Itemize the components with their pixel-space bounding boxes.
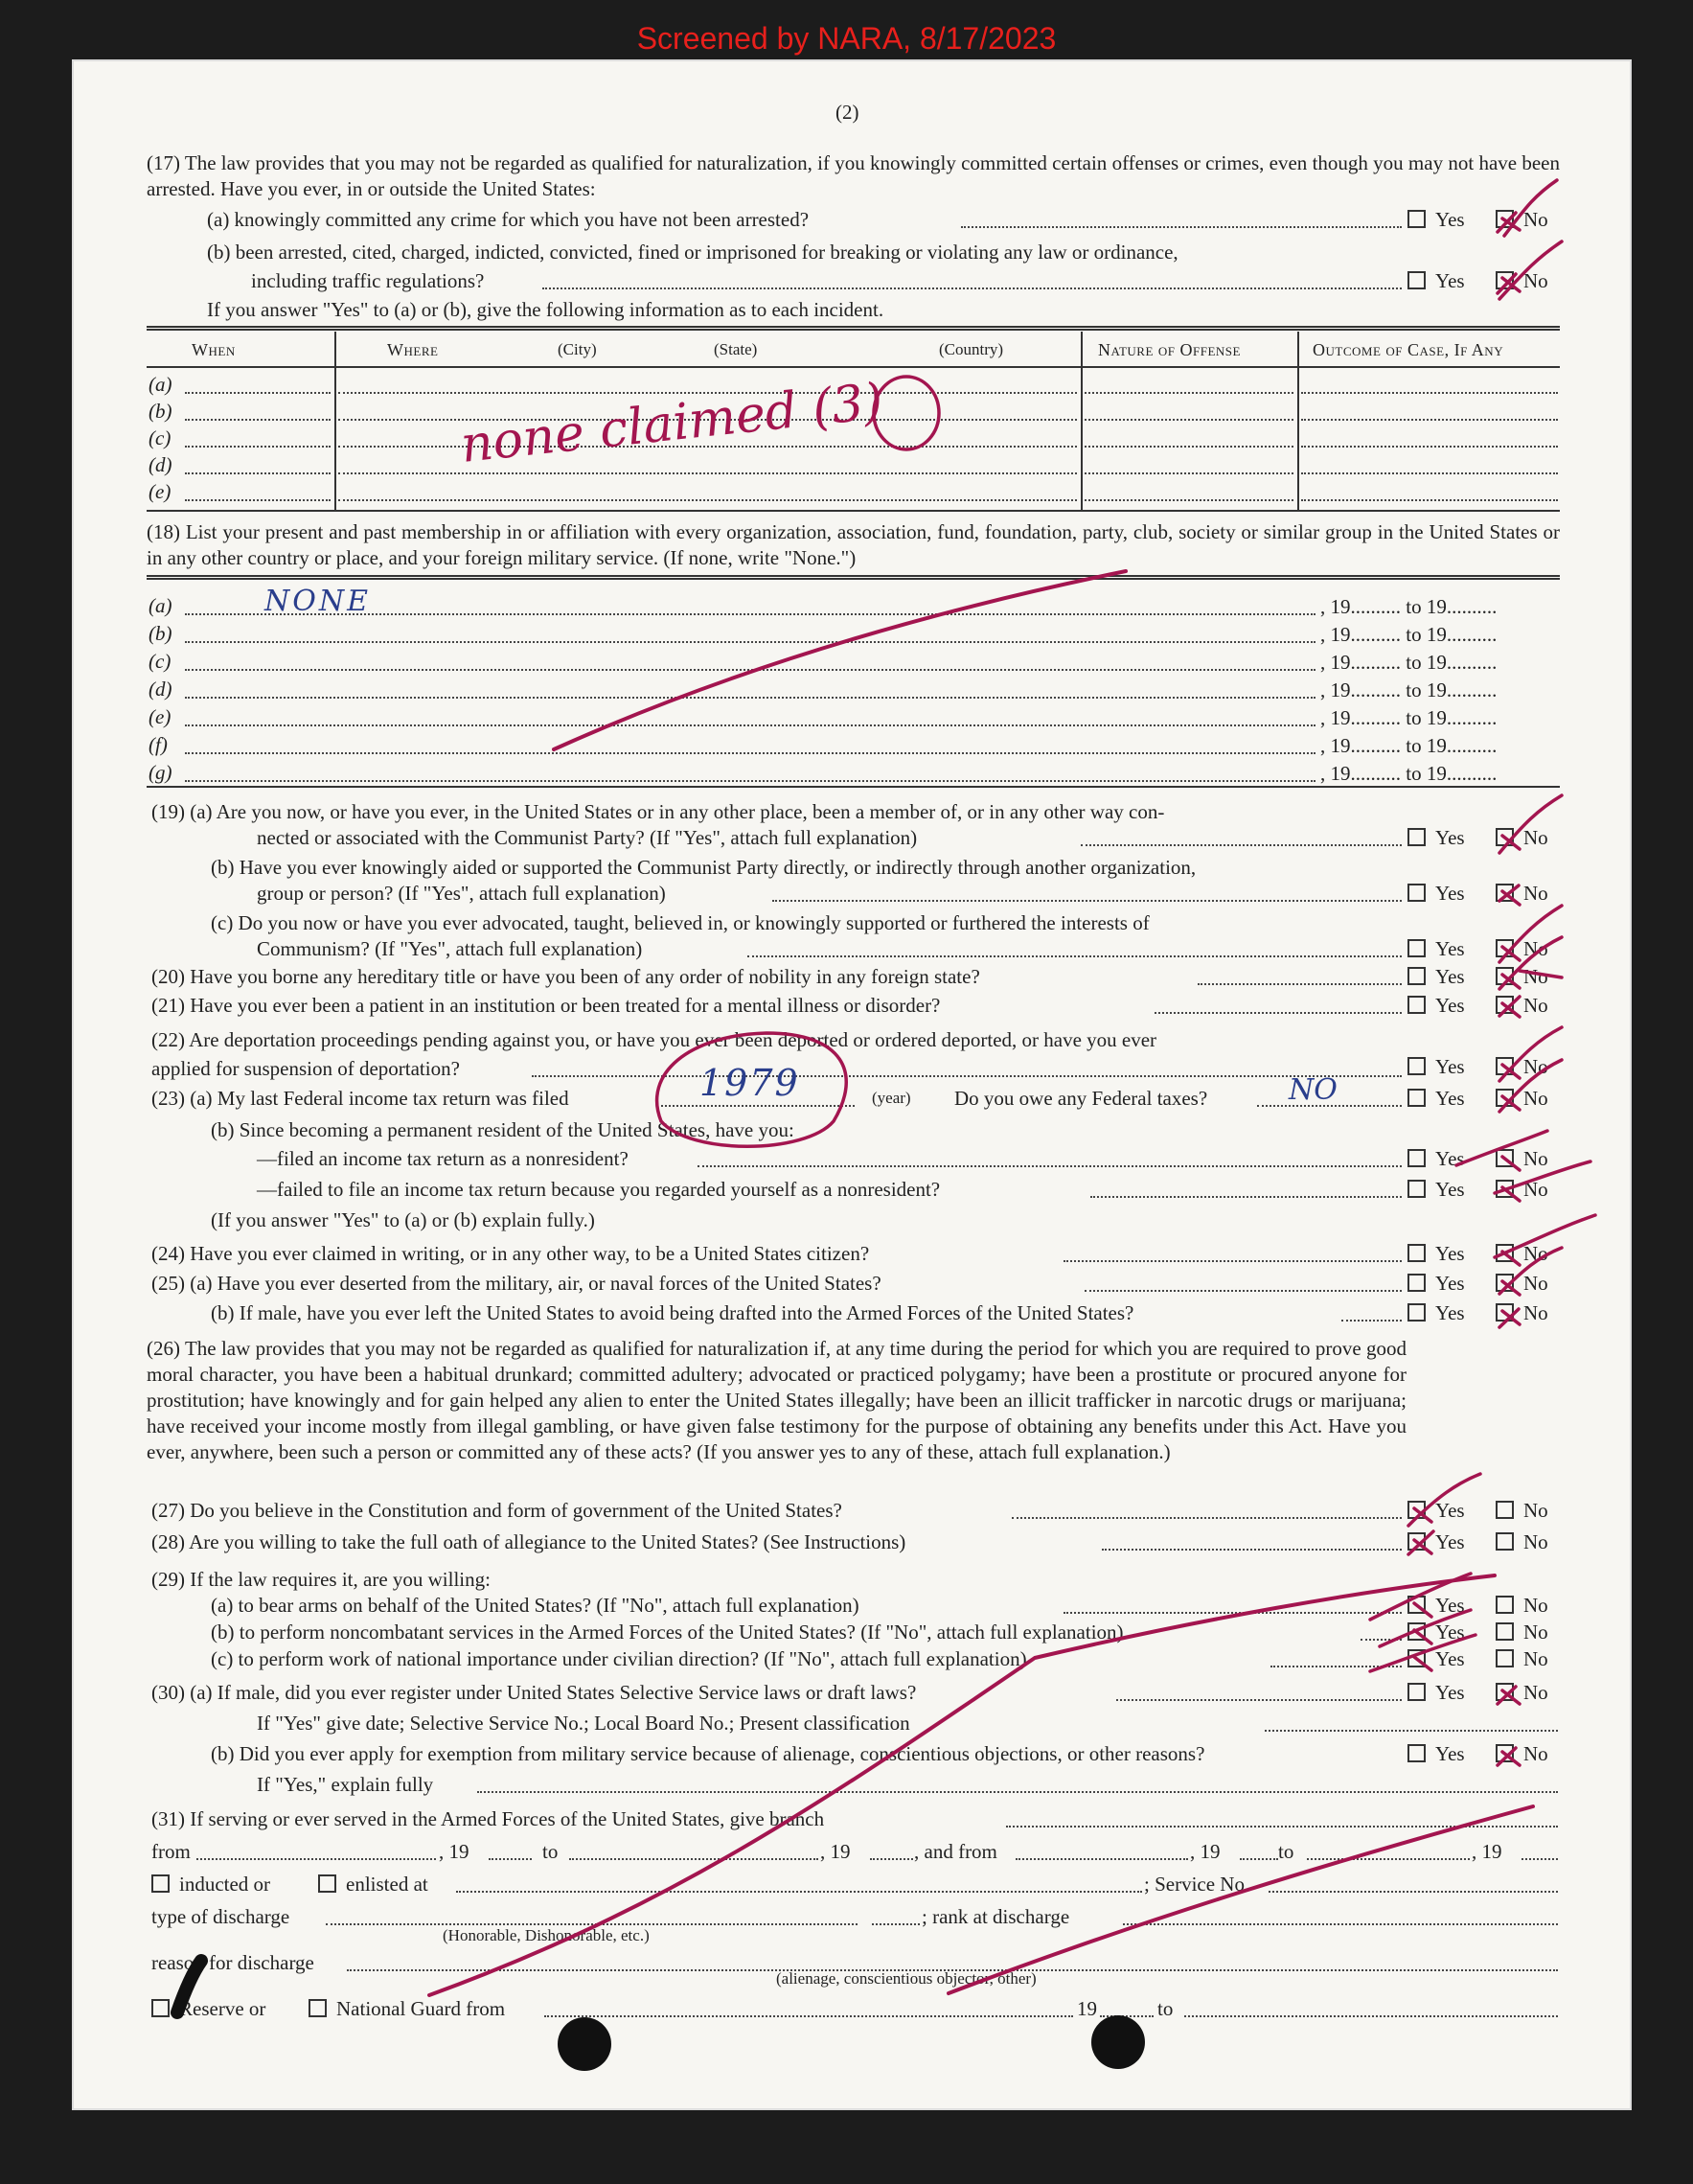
q18-year-from-g: , 19: [1320, 762, 1351, 785]
q31-enlisted-checkbox[interactable]: [318, 1874, 336, 1893]
q23-explain: (If you answer "Yes" to (a) or (b) explain fully.): [211, 1208, 595, 1231]
q23-a-no[interactable]: No: [1496, 1086, 1548, 1112]
q17-intro: (17) The law provides that you may not be regarded as qualified for naturalization, if you knowingly committed certain offenses or crimes, even though you may not have been arrested. Have you ever, in or outside the United States:: [147, 151, 1560, 200]
q31-rank: ; rank at discharge: [922, 1905, 1070, 1928]
q29-intro: (29) If the law requires it, are you willing:: [151, 1568, 491, 1591]
q28-text: (28) Are you willing to take the full oath of allegiance to the United States? (See Instructions): [151, 1530, 906, 1553]
q19-a-text: (19) (a) Are you now, or have you ever, in the United States or in any other place, been a member of, or in any other way con-: [151, 800, 1165, 823]
q29-c-yes[interactable]: Yes: [1407, 1646, 1465, 1672]
q25-a-yes[interactable]: Yes: [1407, 1271, 1465, 1297]
q30-b-detail: If "Yes," explain fully: [257, 1773, 434, 1796]
q31-reserve-label: Reserve or: [179, 1997, 266, 2020]
q17-b-yes[interactable]: Yes: [1407, 268, 1465, 294]
q18-handwritten-none: NONE: [264, 585, 371, 618]
q17-header-where: Where: [387, 340, 439, 359]
q18-row-d: (d): [149, 678, 172, 701]
q31-and-to: to: [1278, 1840, 1294, 1863]
q21-text: (21) Have you ever been a patient in an institution or been treated for a mental illness or disorder?: [151, 994, 941, 1017]
q31-from-label: from: [151, 1840, 191, 1863]
q25-a-no[interactable]: No: [1496, 1271, 1548, 1297]
q26-text: (26) The law provides that you may not be regarded as qualified for naturalization if, at any time during the period for which you are required to prove good moral character, you have been a habitual drunkard; committed adultery; advocated or practiced polygamy; have been a prostitute or procured anyone for prostitution; have knowingly and for gain helped any alien to enter the United States illegally; have been an illicit trafficker in narcotic drugs or marijuana; have received your income mostly from illegal gambling, or have given false testimony for the purpose of obtaining any benefits under this Act. Have you ever, anywhere, been such a person or committed any of these acts? (If you answer yes to any of these, attach full explanation.): [147, 1337, 1407, 1463]
q31-inducted-label: inducted or: [179, 1873, 271, 1896]
q31-reason: reason for discharge: [151, 1951, 314, 1974]
q23-b2-no[interactable]: No: [1496, 1177, 1548, 1203]
q31-honorable-note: (Honorable, Dishonorable, etc.): [443, 1926, 650, 1944]
q17-b-text2: including traffic regulations?: [251, 269, 485, 292]
q18-year-to-c: to 19: [1406, 651, 1447, 674]
q17-header-outcome: Outcome of Case, If Any: [1313, 340, 1504, 359]
q23-year-label: (year): [872, 1089, 911, 1107]
q31-inducted-checkbox[interactable]: [151, 1874, 170, 1893]
q18-row-a: (a): [149, 594, 172, 617]
q23-a-yes[interactable]: Yes: [1407, 1086, 1465, 1112]
q31-enlisted-label: enlisted at: [346, 1873, 428, 1896]
q29-a-no[interactable]: No: [1496, 1593, 1548, 1619]
q17-row-e: (e): [149, 480, 172, 503]
q31-and-to-19: , 19: [1472, 1840, 1502, 1863]
q28-no[interactable]: No: [1496, 1529, 1548, 1555]
q17-b-no[interactable]: No: [1496, 268, 1548, 294]
q27-no[interactable]: No: [1496, 1498, 1548, 1524]
q19-b-no[interactable]: No: [1496, 881, 1548, 907]
q30-b-no[interactable]: No: [1496, 1741, 1548, 1767]
q22-yes[interactable]: Yes: [1407, 1054, 1465, 1080]
screening-note: Screened by NARA, 8/17/2023: [636, 21, 1057, 56]
q19-c-no[interactable]: No: [1496, 936, 1548, 962]
q20-yes[interactable]: Yes: [1407, 964, 1465, 990]
q19-a-yes[interactable]: Yes: [1407, 825, 1465, 851]
q17-row-d: (d): [149, 453, 172, 476]
q23-b1-yes[interactable]: Yes: [1407, 1146, 1465, 1172]
q31-from-19: , 19: [439, 1840, 469, 1863]
q17-header-country: (Country): [939, 340, 1004, 358]
q23-owe-label: Do you owe any Federal taxes?: [954, 1087, 1208, 1110]
q29-c-no[interactable]: No: [1496, 1646, 1548, 1672]
q17-row-c: (c): [149, 426, 172, 449]
q31-guard-to: to: [1157, 1997, 1174, 2020]
q29-b-no[interactable]: No: [1496, 1620, 1548, 1645]
q18-year-to-f: to 19: [1406, 734, 1447, 757]
q22-no[interactable]: No: [1496, 1054, 1548, 1080]
q17-handwritten-note: none claimed (3): [458, 373, 886, 474]
q23-b1-text: —filed an income tax return as a nonresident?: [257, 1147, 629, 1170]
q18-year-from-c: , 19: [1320, 651, 1351, 674]
q29-c-text: (c) to perform work of national importance under civilian direction? (If "No", attach full explanation): [211, 1647, 1027, 1670]
q31-branch-text: (31) If serving or ever served in the Armed Forces of the United States, give branch: [151, 1807, 825, 1830]
q21-yes[interactable]: Yes: [1407, 993, 1465, 1019]
q30-b-yes[interactable]: Yes: [1407, 1741, 1465, 1767]
punch-hole-left: [558, 2017, 611, 2071]
q17-header-city: (City): [558, 340, 597, 358]
q18-year-from-b: , 19: [1320, 623, 1351, 646]
q17-a-yes[interactable]: Yes: [1407, 207, 1465, 233]
q31-reserve-checkbox[interactable]: [151, 1999, 170, 2017]
q29-a-text: (a) to bear arms on behalf of the United States? (If "No", attach full explanation): [211, 1594, 859, 1617]
q18-year-to-g: to 19: [1406, 762, 1447, 785]
q20-no[interactable]: No: [1496, 964, 1548, 990]
q23-b2-text: —failed to file an income tax return because you regarded yourself as a nonresident?: [257, 1178, 941, 1201]
q18-year-to-e: to 19: [1406, 706, 1447, 729]
q21-no[interactable]: No: [1496, 993, 1548, 1019]
q19-c-yes[interactable]: Yes: [1407, 936, 1465, 962]
q18-row-c: (c): [149, 650, 172, 673]
q17-followup: If you answer "Yes" to (a) or (b), give the following information as to each incident.: [207, 298, 884, 321]
q18-year-from-d: , 19: [1320, 678, 1351, 701]
q17-header-state: (State): [714, 340, 758, 358]
q23-handwritten-year: 1979: [699, 1062, 800, 1104]
q19-b-text: (b) Have you ever knowingly aided or supported the Communist Party directly, or indirectly through another organization,: [211, 856, 1197, 879]
q31-type-discharge: type of discharge: [151, 1905, 290, 1928]
q17-row-b: (b): [149, 400, 172, 423]
q31-to-19: , 19: [820, 1840, 851, 1863]
q30-a-no[interactable]: No: [1496, 1680, 1548, 1706]
q31-and-from: , and from: [914, 1840, 997, 1863]
q18-year-to-b: to 19: [1406, 623, 1447, 646]
page-number: (2): [835, 101, 859, 124]
q18-year-from-a: , 19: [1320, 595, 1351, 618]
q25-b-yes[interactable]: Yes: [1407, 1300, 1465, 1326]
q23-b2-yes[interactable]: Yes: [1407, 1177, 1465, 1203]
q30-a-detail: If "Yes" give date; Selective Service No.; Local Board No.; Present classification: [257, 1712, 910, 1735]
q29-b-text: (b) to perform noncombatant services in the Armed Forces of the United States? (If "No", attach full explanation): [211, 1621, 1124, 1644]
q17-header-nature: Nature of Offense: [1098, 340, 1241, 359]
q24-yes[interactable]: Yes: [1407, 1241, 1465, 1267]
q18-text: (18) List your present and past membership in or affiliation with every organization, association, fund, foundation, party, club, society or similar group in the United States or in any other country or place, and your foreign military service. (If none, write "None."): [147, 520, 1560, 569]
q31-alienage-note: (alienage, conscientious objector, other): [776, 1969, 1037, 1988]
q25-a-text: (25) (a) Have you ever deserted from the military, air, or naval forces of the United States?: [151, 1272, 881, 1295]
q25-b-text: (b) If male, have you ever left the United States to avoid being drafted into the Armed Forces of the United States?: [211, 1301, 1134, 1324]
q19-c-text: (c) Do you now or have you ever advocated, taught, believed in, or knowingly supported or furthered the interests of: [211, 911, 1150, 934]
q18-row-b: (b): [149, 622, 172, 645]
q28-yes[interactable]: Yes: [1407, 1529, 1465, 1555]
q17-row-a: (a): [149, 373, 172, 396]
q29-a-yes[interactable]: Yes: [1407, 1593, 1465, 1619]
q19-a-no[interactable]: No: [1496, 825, 1548, 851]
q18-row-g: (g): [149, 761, 172, 784]
q31-to-label: to: [542, 1840, 559, 1863]
q27-text: (27) Do you believe in the Constitution and form of government of the United States?: [151, 1499, 842, 1522]
q17-a-no[interactable]: No: [1496, 207, 1548, 233]
q18-row-e: (e): [149, 705, 172, 728]
q31-service-no: ; Service No.: [1144, 1873, 1250, 1896]
q25-b-no[interactable]: No: [1496, 1300, 1548, 1326]
q18-row-f: (f): [149, 733, 168, 756]
q24-no[interactable]: No: [1496, 1241, 1548, 1267]
q20-text: (20) Have you borne any hereditary title or have you been of any order of nobility in any foreign state?: [151, 965, 980, 988]
q30-a-text: (30) (a) If male, did you ever register under United States Selective Service laws or draft laws?: [151, 1681, 917, 1704]
q31-and-from-19: , 19: [1190, 1840, 1221, 1863]
q17-a-text: (a) knowingly committed any crime for which you have not been arrested?: [207, 208, 810, 231]
q19-a-text2: nected or associated with the Communist Party? (If "Yes", attach full explanation): [257, 826, 918, 849]
q19-b-text2: group or person? (If "Yes", attach full explanation): [257, 882, 666, 905]
q23-handwritten-owe: NO: [1289, 1073, 1338, 1107]
q23-b1-no[interactable]: No: [1496, 1146, 1548, 1172]
q27-yes[interactable]: Yes: [1407, 1498, 1465, 1524]
q23-b-text: (b) Since becoming a permanent resident of the United States, have you:: [211, 1118, 794, 1141]
q18-year-to-a: to 19: [1406, 595, 1447, 618]
q22-text: (22) Are deportation proceedings pending against you, or have you ever been deported or ordered deported, or have you ever: [151, 1028, 1157, 1051]
q18-year-to-d: to 19: [1406, 678, 1447, 701]
q30-b-text: (b) Did you ever apply for exemption from military service because of alienage, conscientious objections, or other reasons?: [211, 1742, 1205, 1765]
q19-b-yes[interactable]: Yes: [1407, 881, 1465, 907]
q23-a-text: (23) (a) My last Federal income tax return was filed: [151, 1087, 569, 1110]
q29-b-yes[interactable]: Yes: [1407, 1620, 1465, 1645]
q31-guard-label: National Guard from: [336, 1997, 506, 2020]
q31-guard-19: 19: [1077, 1997, 1097, 2020]
q30-a-yes[interactable]: Yes: [1407, 1680, 1465, 1706]
q17-header-when: When: [192, 340, 236, 359]
q24-text: (24) Have you ever claimed in writing, or in any other way, to be a United States citizen?: [151, 1242, 870, 1265]
q17-b-text: (b) been arrested, cited, charged, indicted, convicted, fined or imprisoned for breaking or violating any law or ordinance,: [207, 241, 1178, 264]
q18-year-from-f: , 19: [1320, 734, 1351, 757]
punch-hole-right: [1091, 2015, 1145, 2069]
q31-guard-checkbox[interactable]: [309, 1999, 327, 2017]
q19-c-text2: Communism? (If "Yes", attach full explanation): [257, 937, 643, 960]
q22-text2: applied for suspension of deportation?: [151, 1057, 460, 1080]
q18-year-from-e: , 19: [1320, 706, 1351, 729]
